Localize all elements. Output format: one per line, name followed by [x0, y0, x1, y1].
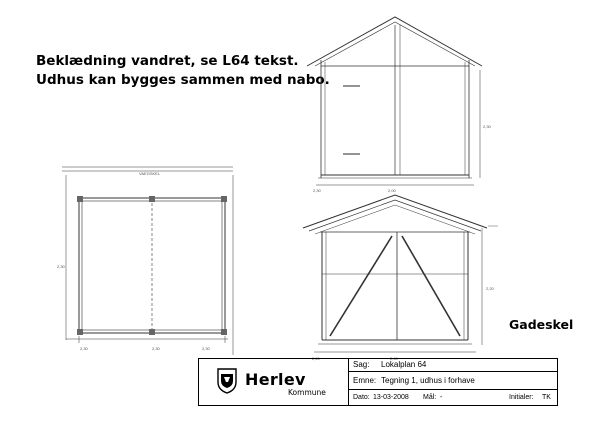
logo-area — [199, 359, 349, 405]
meta-row — [349, 390, 557, 405]
section-bottom-mark: 2,40 — [390, 356, 398, 361]
subject-label: Emne: — [353, 376, 377, 385]
section-right-mark: 2,20 — [486, 286, 494, 291]
section-elevation — [303, 195, 487, 352]
date-label: Dato: — [353, 394, 370, 401]
elev-bottom-mark: 2,00 — [388, 188, 396, 193]
plan-left-mark: 2,30 — [57, 264, 65, 269]
plan-bottom-right-mark: 2,30 — [202, 346, 210, 351]
logo-text: Herlev — [245, 370, 306, 389]
plan-bottom-left-mark: 2,30 — [80, 346, 88, 351]
subject-row — [349, 372, 557, 390]
case-value: Lokalplan 64 — [381, 360, 427, 369]
note-cladding: Beklædning vandret, se L64 tekst. — [36, 53, 299, 69]
street-line-label: Gadeskel — [509, 317, 574, 332]
front-elevation — [307, 17, 482, 185]
scale-label: Mål: — [423, 394, 437, 401]
municipal-shield-icon — [217, 368, 237, 394]
plan-top-mark: VAEGSKEL — [139, 171, 161, 176]
initials-label: Initialer: — [509, 394, 534, 401]
date-value: 13-03-2008 — [373, 394, 409, 401]
elev-right-mark: 2,30 — [483, 124, 491, 129]
floor-plan — [62, 167, 233, 355]
title-block — [198, 358, 558, 406]
logo-subtext: Kommune — [288, 388, 326, 397]
elev-left-mark: 2,30 — [313, 188, 321, 193]
case-row — [349, 359, 557, 372]
subject-value: Tegning 1, udhus i forhave — [381, 376, 475, 385]
case-label: Sag: — [353, 360, 370, 369]
note-neighbour: Udhus kan bygges sammen med nabo. — [36, 72, 330, 88]
plan-bottom-mid-mark: 2,30 — [152, 346, 160, 351]
section-left-mark: 2,20 — [312, 356, 320, 361]
scale-value: - — [440, 394, 443, 401]
initials-value: TK — [542, 394, 551, 401]
